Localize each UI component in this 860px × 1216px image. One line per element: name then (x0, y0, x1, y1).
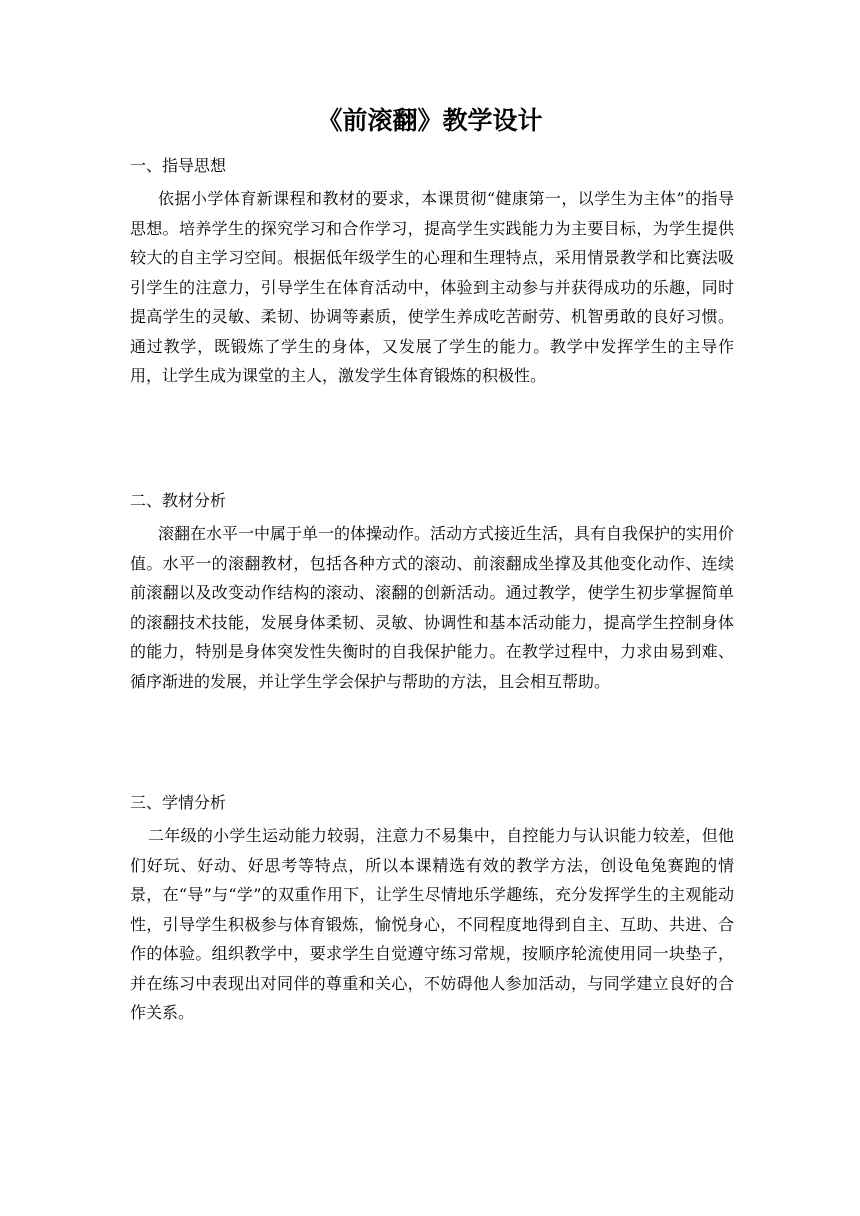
section-paragraph: 滚翻在水平一中属于单一的体操动作。活动方式接近生活，具有自我保护的实用价值。水平一的滚翻教材，包括各种方式的滚动、前滚翻成坐撑及其他变化动作、连续前滚翻以及改变动作结构的滚动、滚翻的创新活动。通过教学，使学生初步掌握简单的滚翻技术技能，发展身体柔韧、灵敏、协调性和基本活动能力，提高学生控制身体的能力，特别是身体突发性失衡时的自我保护能力。在教学过程中，力求由易到难、循序渐进的发展，并让学生学会保护与帮助的方法，且会相互帮助。 (130, 524, 735, 691)
section-heading: 二、教材分析 (130, 491, 227, 510)
section-paragraph: 二年级的小学生运动能力较弱，注意力不易集中，自控能力与认识能力较差，但他们好玩、好动、好思考等特点，所以本课精选有效的教学方法，创设龟兔赛跑的情景，在“导”与“学”的双重作用下，让学生尽情地乐学趣练，充分发挥学生的主观能动性，引导学生积极参与体育锻炼，愉悦身心，不同程度地得到自主、互助、共进、合作的体验。组织教学中，要求学生自觉遵守练习常规，按顺序轮流使用同一块垫子，并在练习中表现出对同伴的尊重和关心，不妨碍他人参加活动，与同学建立良好的合作关系。 (130, 826, 734, 1022)
document-title: 《前滚翻》教学设计 (317, 106, 543, 135)
section-student-analysis (130, 791, 734, 1028)
section-guiding-ideology (130, 154, 734, 391)
section-material-analysis (130, 489, 734, 696)
section-paragraph: 依据小学体育新课程和教材的要求，本课贯彻“健康第一，以学生为主体”的指导思想。培养学生的探究学习和合作学习，提高学生实践能力为主要目标，为学生提供较大的自主学习空间。根据低年级学生的心理和生理特点，采用情景教学和比赛法吸引学生的注意力，引导学生在体育活动中，体验到主动参与并获得成功的乐趣，同时提高学生的灵敏、柔韧、协调等素质，使学生养成吃苦耐劳、机智勇敢的良好习惯。通过教学，既锻炼了学生的身体，又发展了学生的能力。教学中发挥学生的主导作用，让学生成为课堂的主人，激发学生体育锻炼的积极性。 (130, 189, 734, 385)
section-heading: 三、学情分析 (130, 793, 227, 812)
section-heading: 一、指导思想 (130, 156, 227, 175)
